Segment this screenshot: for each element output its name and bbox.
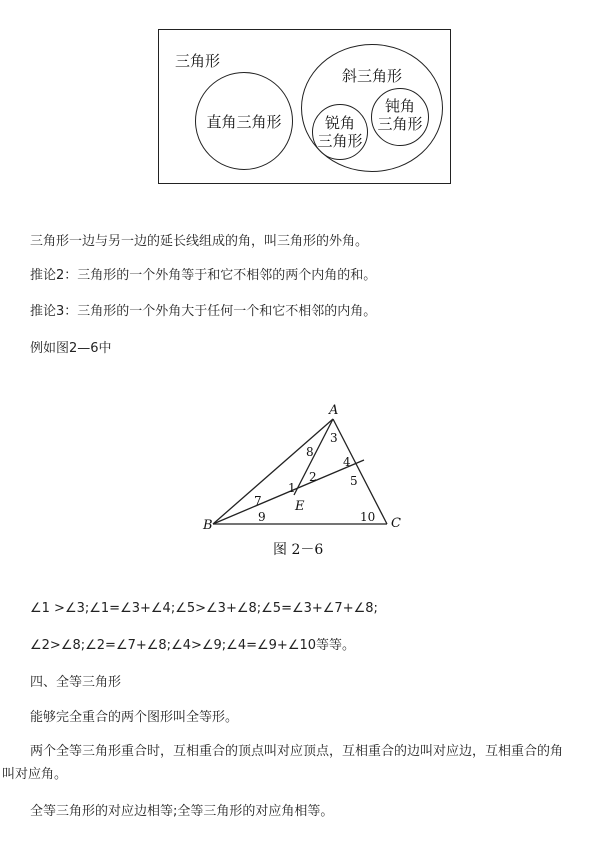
- angle-1: 1: [288, 481, 296, 495]
- example-intro: 例如图2—6中: [30, 341, 112, 356]
- label-right-triangle: 直角三角形: [206, 113, 282, 131]
- exterior-angle-definition: 三角形一边与另一边的延长线组成的角，叫三角形的外角。: [30, 234, 369, 249]
- label-obtuse-line1: 钝角: [384, 97, 415, 115]
- angle-9: 9: [258, 510, 266, 524]
- angle-5: 5: [350, 474, 358, 488]
- correspond-line-1: 两个全等三角形重合时，互相重合的顶点叫对应顶点，互相重合的边叫对应边，互相重合的角: [30, 744, 564, 759]
- point-E: E: [295, 499, 305, 514]
- corollary-2: 推论2：三角形的一个外角等于和它不相邻的两个内角的和。: [30, 268, 377, 283]
- label-triangle: 三角形: [175, 52, 221, 70]
- congruent-definition: 能够完全重合的两个图形叫全等形。: [30, 710, 239, 725]
- relations-line-1: ∠1 >∠3;∠1=∠3+∠4;∠5>∠3+∠8;∠5=∠3+∠7+∠8;: [30, 601, 378, 616]
- point-C: C: [391, 516, 401, 531]
- angle-7: 7: [254, 494, 262, 508]
- label-acute-line1: 锐角: [324, 114, 355, 132]
- side-AC: [333, 419, 387, 524]
- point-A: A: [329, 403, 339, 418]
- angle-4: 4: [343, 455, 351, 469]
- figure-caption: 图 2－6: [273, 542, 324, 558]
- label-obtuse-line2: 三角形: [377, 115, 423, 133]
- correspond-line-2: 叫对应角。: [2, 767, 68, 782]
- angle-3: 3: [330, 431, 338, 445]
- congruent-property: 全等三角形的对应边相等;全等三角形的对应角相等。: [30, 804, 334, 819]
- label-oblique-triangle: 斜三角形: [341, 67, 402, 85]
- relations-line-2: ∠2>∠8;∠2=∠7+∠8;∠4>∠9;∠4=∠9+∠10等等。: [30, 638, 356, 653]
- angle-2: 2: [309, 470, 317, 484]
- corollary-3: 推论3：三角形的一个外角大于任何一个和它不相邻的内角。: [30, 304, 377, 319]
- point-B: B: [203, 518, 213, 533]
- angle-10: 10: [360, 510, 376, 524]
- angle-8: 8: [306, 445, 314, 459]
- label-acute-line2: 三角形: [317, 132, 363, 150]
- section-heading: 四、全等三角形: [30, 675, 122, 690]
